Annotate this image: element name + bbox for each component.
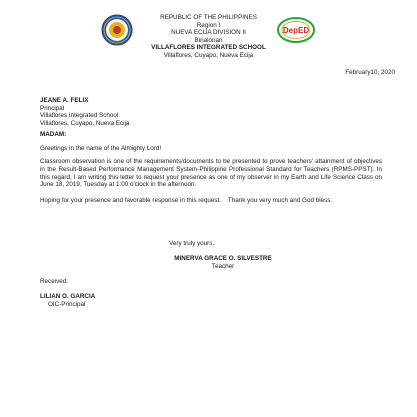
country-line: REPUBLIC OF THE PHILIPPINES [160, 14, 257, 21]
deped-logo-icon [277, 16, 315, 44]
principal-name: LILIAN O. GARCIA [40, 293, 96, 300]
region-line: Region I [196, 21, 221, 29]
salutation: MADAM: [40, 131, 67, 138]
received-label: Received: [40, 278, 69, 285]
complimentary-close: Very truly yours, [169, 240, 215, 247]
principal-block [40, 293, 95, 308]
recipient-address: Villaflores, Cuyapo, Nueva Ecija [40, 120, 130, 128]
division-line: NUEVA ECIJA DIVISION II [171, 29, 246, 37]
municipality-line: Binalonan [194, 36, 223, 44]
letterhead [120, 14, 297, 60]
signature-block [169, 255, 277, 270]
closing-paragraph: Hoping for your presence and favorable response in this request. Thank you very much and God bless. [40, 197, 333, 204]
recipient-name: JEANE A. FELIX [40, 97, 89, 104]
school-address: Villaflores, Cuyapo, Nueva Ecija [163, 51, 254, 59]
signer-name: MINERVA GRACE O. SILVESTRE [174, 255, 272, 262]
body-paragraph: Classroom observation is one of the requirements/documents to be presented to prove teachers' attainment of objectives in the Result-Based Performance Management System-Philippine Professional Standard for Teachers (RPMS-PPST). In this regard, I am writing this letter to request your presence as one of my observer in my Earth and Life Science Class on June 18, 2019, Tuesday at 1:00 o'clock in the afternoon. [40, 158, 382, 189]
greeting: Greetings in the name of the Almighty Lord! [40, 145, 162, 152]
svg-text:DepED: DepED [282, 26, 310, 35]
letter-date: February10, 2020 [345, 69, 395, 76]
recipient-title: Principal [40, 104, 65, 112]
recipient-school: Villaflores Integrated School [40, 112, 119, 120]
recipient-block [40, 97, 130, 128]
principal-title: OIC-Principal [48, 300, 86, 308]
signer-title: Teacher [211, 262, 235, 270]
school-name: VILLAFLORES INTEGRATED SCHOOL [151, 44, 266, 52]
